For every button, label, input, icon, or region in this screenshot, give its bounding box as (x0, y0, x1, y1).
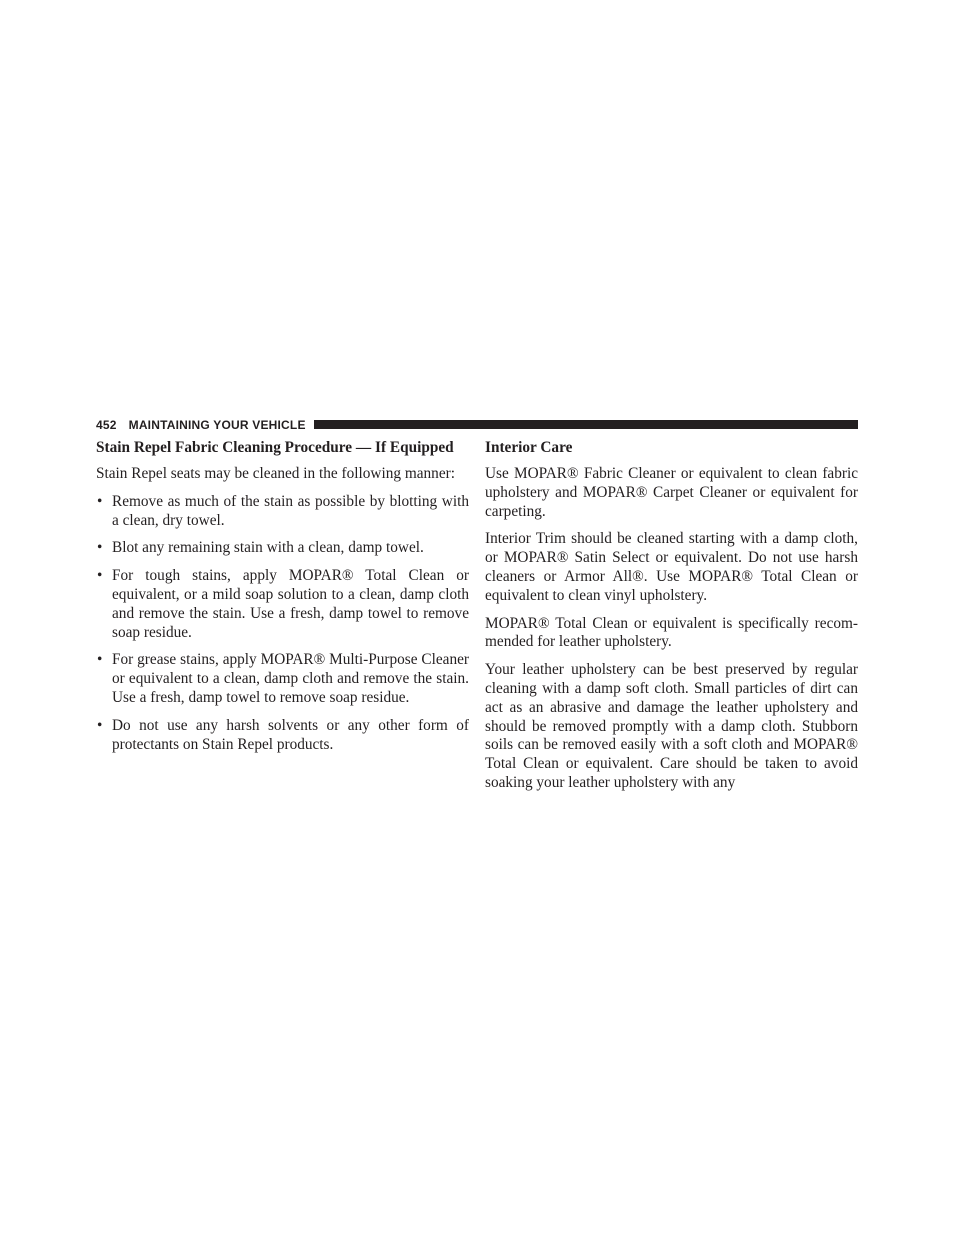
bullet-icon: • (97, 539, 103, 557)
list-item (96, 717, 469, 755)
list-item-text: Remove as much of the stain as possible by blotting with a clean, dry towel. (112, 492, 469, 529)
interior-care-heading: Interior Care (485, 439, 573, 456)
bullet-icon: • (97, 716, 103, 734)
list-item (96, 539, 469, 558)
list-item (96, 493, 469, 531)
fabric-cleaner-paragraph: Use MOPAR® Fabric Cleaner or equivalent to clean fabric upholstery and MOPAR® Carpet Cleaner or equivalent for carpeting. (485, 465, 858, 520)
list-item-text: Do not use any harsh solvents or any other form of protectants on Stain Repel products. (112, 716, 469, 753)
bullet-icon: • (97, 567, 103, 585)
stain-repel-steps-list (96, 493, 469, 755)
leather-care-paragraph: Your leather upholstery can be best preserved by regular cleaning with a damp soft cloth. Small particles of dirt can act as an abrasive and damage the leather upholstery and should be removed promptly with a damp cloth. Stubborn soils can be removed easily with a soft cloth and MOPAR® Total Clean or equivalent. Care should be taken to avoid soaking your leather upholstery with any (485, 661, 858, 791)
list-item-text: For grease stains, apply MOPAR® Multi-Purpose Cleaner or equivalent to a clean, damp cloth and remove the stain. Use a fresh, damp towel to remove soap residue. (112, 651, 469, 706)
page-number: 452 (96, 417, 117, 432)
stain-repel-heading: Stain Repel Fabric Cleaning Procedure — If Equipped (96, 439, 454, 456)
stain-repel-intro: Stain Repel seats may be cleaned in the following manner: (96, 465, 455, 482)
left-column (96, 437, 469, 754)
bullet-icon: • (97, 492, 103, 510)
list-item (96, 651, 469, 707)
list-item (96, 567, 469, 642)
right-column (485, 437, 858, 793)
header-rule-bar (314, 420, 858, 429)
page-header (96, 416, 858, 433)
list-item-text: For tough stains, apply MOPAR® Total Clean or equivalent, or a mild soap solution to a clean, damp cloth and remove the stain. Use a fresh, damp towel to remove soap residue. (112, 567, 469, 641)
interior-trim-paragraph: Interior Trim should be cleaned starting with a damp cloth, or MOPAR® Satin Select or equivalent. Do not use harsh cleaners or Armor All®. Use MOPAR® Total Clean or equivalent to clean vinyl upholstery. (485, 530, 858, 604)
leather-recommendation-paragraph: MOPAR® Total Clean or equivalent is specifically recom-mended for leather upholstery. (485, 614, 858, 651)
section-title: MAINTAINING YOUR VEHICLE (128, 417, 306, 432)
list-item-text: Blot any remaining stain with a clean, damp towel. (112, 539, 424, 557)
bullet-icon: • (97, 651, 103, 669)
